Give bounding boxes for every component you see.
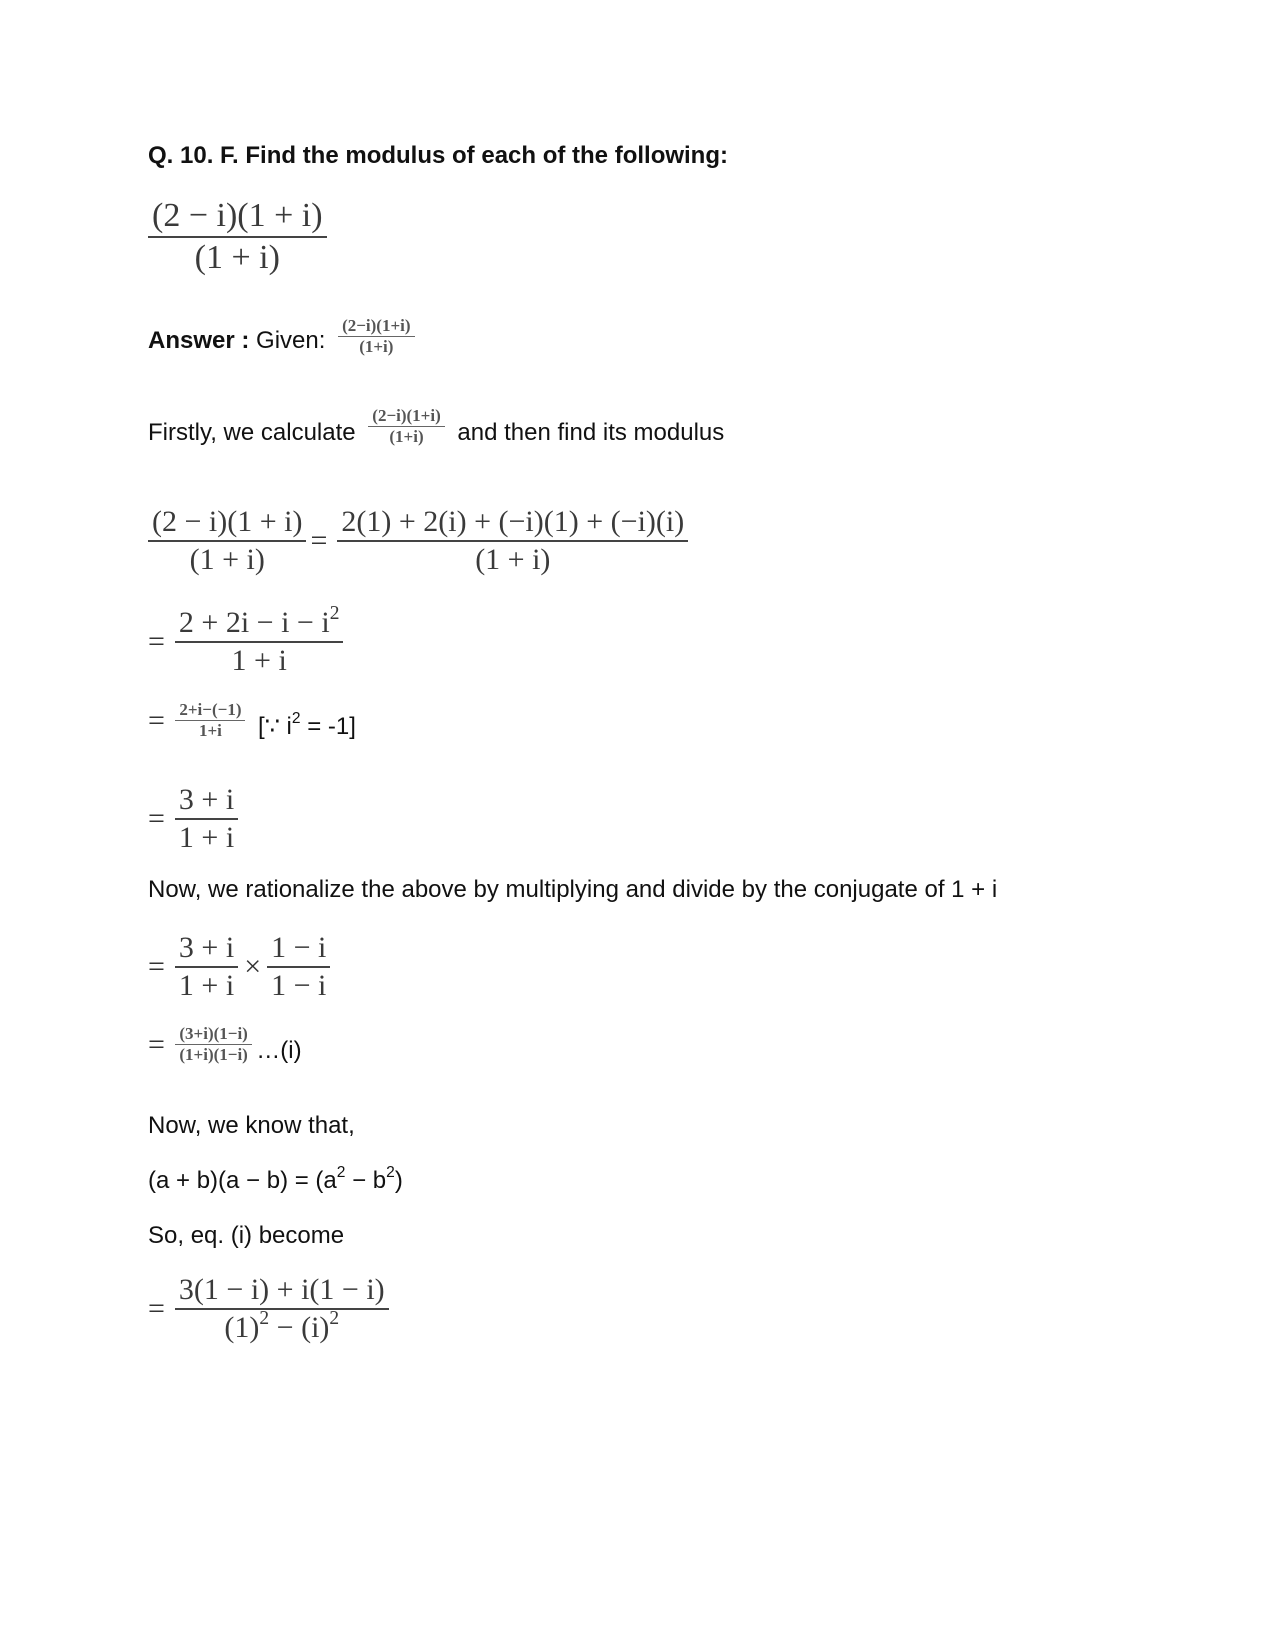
fraction-numerator: (2−i)(1+i) xyxy=(338,316,414,337)
given-label: Given: xyxy=(256,327,326,354)
step-2-fraction xyxy=(175,605,344,679)
step-3 xyxy=(148,700,356,741)
step-5-fraction-b xyxy=(267,930,330,1004)
fraction-numerator: 1 − i xyxy=(267,930,330,968)
fraction-denominator: 1 + i xyxy=(178,969,235,1002)
know-text: Now, we know that, xyxy=(148,1112,355,1139)
answer-line xyxy=(148,316,415,357)
step-6-fraction xyxy=(175,1024,251,1065)
step-5 xyxy=(148,930,330,1004)
fraction-numerator: 2+i−(−1) xyxy=(175,700,245,721)
fraction-numerator: 3 + i xyxy=(175,782,238,820)
step-2 xyxy=(148,605,343,679)
step-1-lhs xyxy=(148,504,306,578)
firstly-line xyxy=(148,406,724,447)
fraction-numerator: (2−i)(1+i) xyxy=(368,406,444,427)
fraction-denominator: 1 + i xyxy=(178,821,235,854)
so-text: So, eq. (i) become xyxy=(148,1222,345,1249)
fraction-numerator: (2 − i)(1 + i) xyxy=(148,504,306,542)
equals-sign: = xyxy=(148,802,165,835)
fraction-numerator: 2(1) + 2(i) + (−i)(1) + (−i)(i) xyxy=(337,504,688,542)
step-4-fraction xyxy=(175,782,238,856)
step-1-rhs xyxy=(337,504,688,578)
fraction-denominator: $(1)^2 - (i)^2$ xyxy=(224,1308,340,1344)
equals-sign: = xyxy=(148,1027,165,1061)
step-5-fraction-a xyxy=(175,930,238,1004)
equation-tag: …(i) xyxy=(256,1037,302,1064)
answer-label: Answer : xyxy=(148,327,250,354)
identity-line: $(a + b)(a - b) = (a^2 - b^2)$ xyxy=(148,1164,403,1194)
firstly-text-before: Firstly, we calculate xyxy=(148,419,356,446)
firstly-fraction xyxy=(368,406,444,447)
fraction-denominator: 1 − i xyxy=(271,969,327,1002)
fraction-denominator: 1+i xyxy=(198,721,222,740)
equals-sign: = xyxy=(148,950,165,983)
fraction-numerator: 3 + i xyxy=(175,930,238,968)
fraction-numerator: (3+i)(1−i) xyxy=(175,1024,251,1045)
step-3-note: [∵ $i^2 = -1$] xyxy=(257,710,356,740)
equals-sign: = xyxy=(148,625,165,658)
step-1 xyxy=(148,504,688,578)
equals-sign: = xyxy=(148,1292,165,1325)
step-4 xyxy=(148,782,238,856)
fraction-denominator: (1 + i) xyxy=(194,239,280,276)
given-fraction xyxy=(338,316,414,357)
question-title: Q. 10. F. Find the modulus of each of the following: xyxy=(148,142,728,169)
fraction-denominator: (1 + i) xyxy=(475,543,551,576)
fraction-numerator: (2 − i)(1 + i) xyxy=(148,196,327,238)
step-3-fraction xyxy=(175,700,245,741)
equals-sign: = xyxy=(310,524,328,557)
step-7 xyxy=(148,1272,389,1346)
question-fraction xyxy=(148,196,327,278)
fraction-numerator: 3(1 − i) + i(1 − i) xyxy=(175,1272,389,1310)
rationalize-text: Now, we rationalize the above by multiplying and divide by the conjugate of 1 + i xyxy=(148,876,998,903)
fraction-denominator: (1 + i) xyxy=(189,543,265,576)
step-6 xyxy=(148,1024,302,1065)
fraction-denominator: (1+i) xyxy=(359,337,394,356)
equals-sign: = xyxy=(148,703,165,737)
fraction-denominator: (1+i)(1−i) xyxy=(179,1045,248,1064)
step-7-fraction xyxy=(175,1272,389,1346)
fraction-numerator: $2 + 2i - i - i^2$ xyxy=(175,605,344,643)
fraction-denominator: (1+i) xyxy=(389,427,424,446)
fraction-denominator: 1 + i xyxy=(231,644,287,677)
times-sign: × xyxy=(244,950,262,983)
question-expression xyxy=(148,196,327,278)
firstly-text-after: and then find its modulus xyxy=(457,419,725,446)
